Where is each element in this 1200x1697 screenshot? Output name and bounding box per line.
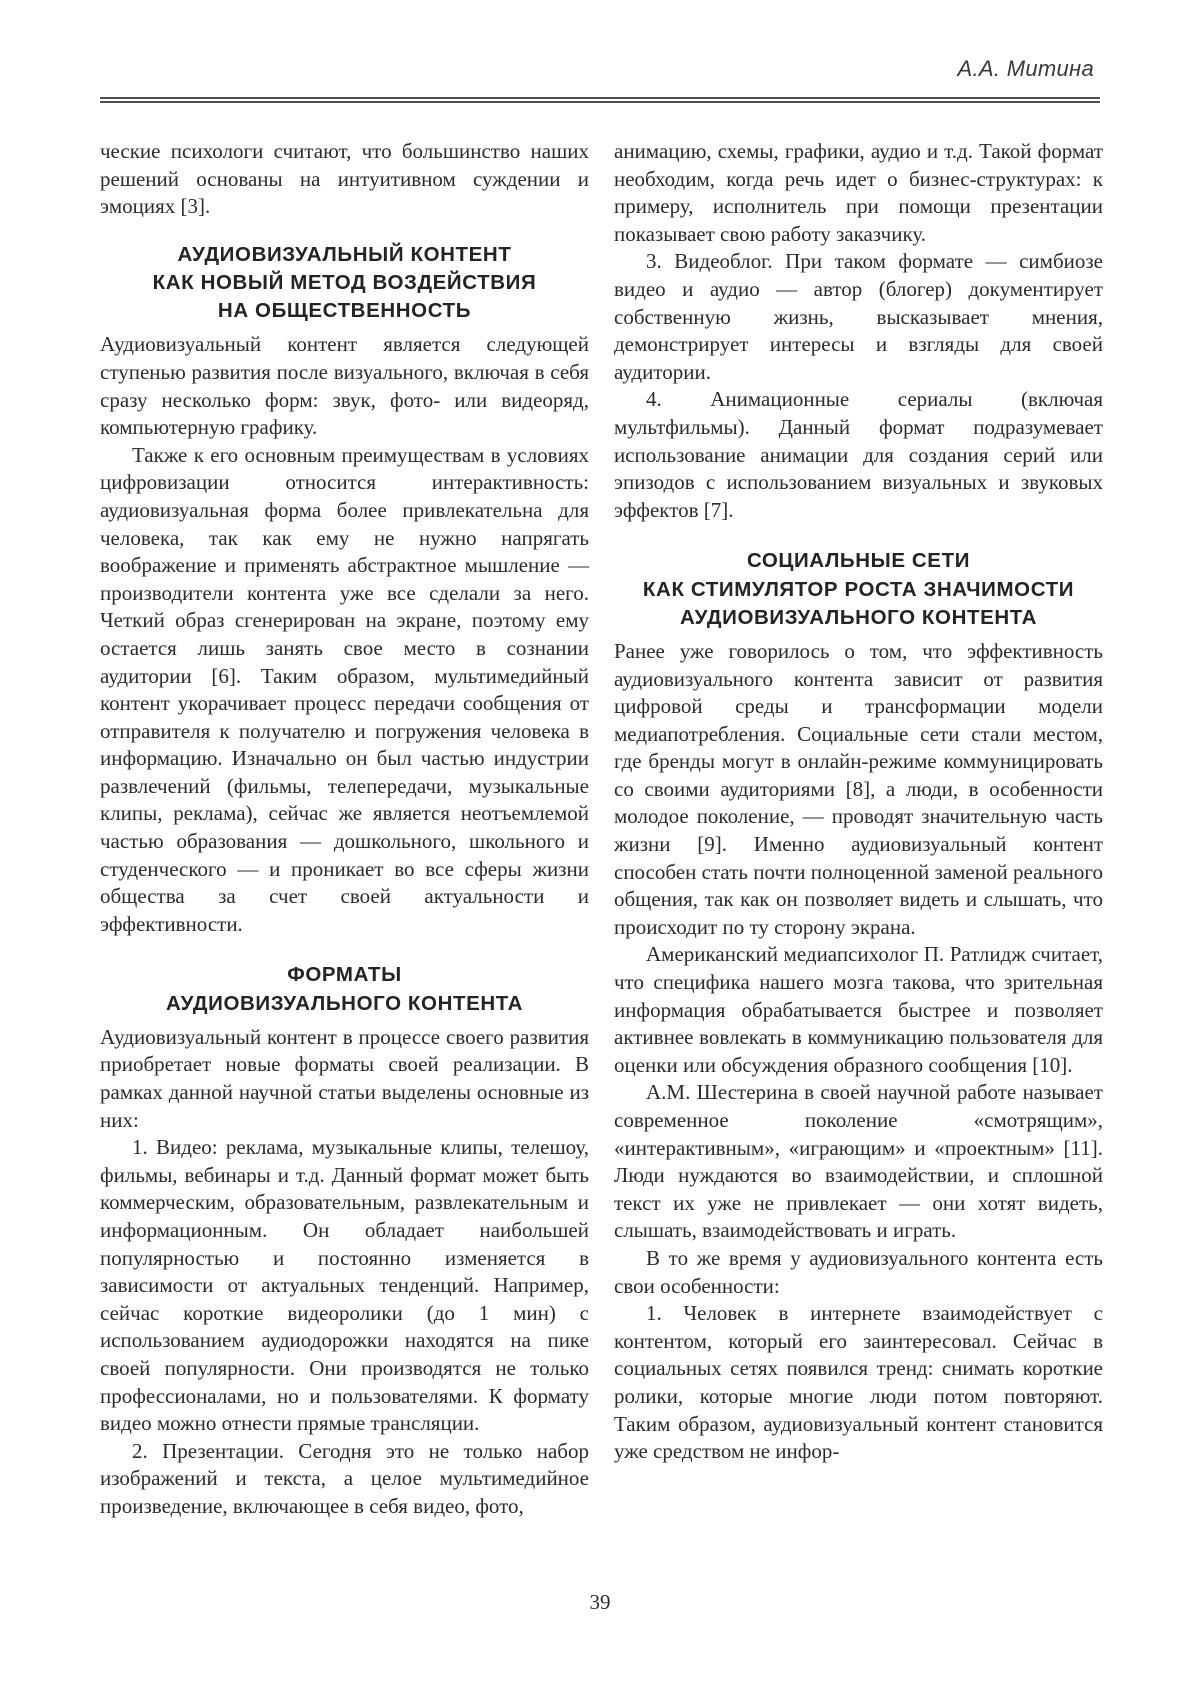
heading-line: КАК СТИМУЛЯТОР РОСТА ЗНАЧИМОСТИ	[642, 577, 1075, 601]
paragraph: Аудиовизуальный контент является следующей ступенью развития после визуального, включая в себя сразу несколько форм: звук, фото- или видеоряд, компьютерную графику.	[100, 332, 589, 440]
heading-line: ФОРМАТЫ	[287, 963, 402, 987]
paragraph-list-item-presentations: 2. Презентации. Сегодня это не только набор изображений и текста, а целое мультимедийное произведение, включающее в себя видео, фото,	[100, 1438, 589, 1518]
paragraph: Ранее уже говорилось о том, что эффективность аудиовизуального контента зависит от развития цифровой среды и трансформации модели медиапотребления. Социальные сети стали местом, где бренды могут в онлайн-режиме коммуницировать со своими аудиториями [8], а люди, в особенности молодое поколение, — проводят значительную часть жизни [9]. Именно аудиовизуальный контент способен стать почти полноценной заменой реального общения, так как он позволяет видеть и слышать, что происходит по ту сторону экрана.	[614, 638, 1103, 939]
heading-line: АУДИОВИЗУАЛЬНЫЙ КОНТЕНТ	[177, 242, 512, 266]
heading-line: АУДИОВИЗУАЛЬНОГО КОНТЕНТА	[165, 991, 524, 1015]
heading-line: СОЦИАЛЬНЫЕ СЕТИ	[746, 549, 971, 573]
paragraph: Американский медиапсихолог П. Ратлидж считает, что специфика нашего мозга такова, что зрительная информация обрабатывается быстрее и позволяет активнее вовлекать в коммуникацию пользователя для оценки или обсуждения образного сообщения [10].	[614, 942, 1103, 1077]
paragraph: Также к его основным преимуществам в условиях цифровизации относится интерактивность: аудиовизуальная форма более привлекательна для человека, так как ему не нужно напрягать воображение и применять абстрактное мышление — производители контента уже все сделали за него. Четкий образ сгенерирован на экране, поэтому ему остается лишь занять свое место в сознании аудитории [6]. Таким образом, мультимедийный контент укорачивает процесс передачи сообщения от отправителя к получателю и погружения человека в информацию. Изначально он был частью индустрии развлечений (фильмы, телепередачи, музыкальные клипы, реклама), сейчас же является неотъемлемой частью образования — дошкольного, школьного и студенческого — и проникает во все сферы жизни общества за счет своей актуальности и эффективности.	[100, 442, 589, 936]
paragraph: А.М. Шестерина в своей научной работе называет современное поколение «смотрящим», «интерактивным», «играющим» и «проектным» [11]. Люди нуждаются во взаимодействии, и сплошной текст их уже не привлекает — они хотят видеть, слышать, взаимодействовать и играть.	[614, 1080, 1103, 1243]
paragraph-list-item-video: 1. Видео: реклама, музыкальные клипы, телешоу, фильмы, вебинары и т.д. Данный формат может быть коммерческим, образовательным, развлекательным и информационным. Он обладает наибольшей популярностью и постоянно изменяется в зависимости от актуальных тенденций. Например, сейчас короткие видеоролики (до 1 мин) с использованием аудиодорожки находятся на пике своей популярности. Они производятся не только профессионалами, но и пользователями. К формату видео можно отнести прямые трансляции.	[100, 1135, 589, 1436]
paragraph-continued: ческие психологи считают, что большинство наших решений основаны на интуитивном суждении и эмоциях [3].	[100, 139, 589, 219]
right-column	[614, 138, 1103, 1521]
page-number: 39	[589, 1590, 611, 1614]
heading-line: КАК НОВЫЙ МЕТОД ВОЗДЕЙСТВИЯ	[152, 270, 537, 294]
article-body	[100, 138, 1103, 1521]
running-head-author: А.А. Митина	[957, 56, 1094, 81]
section-heading-audiovisual-content	[100, 241, 589, 326]
paragraph: В то же время у аудиовизуального контента есть свои особенности:	[614, 1245, 1103, 1298]
section-heading-social-networks	[614, 547, 1103, 632]
section-heading-formats	[100, 961, 589, 1017]
paragraph-list-item-animation: 4. Анимационные сериалы (включая мультфильмы). Данный формат подразумевает использование анимации для создания серий или эпизодов с использованием визуальных и звуковых эффектов [7].	[614, 387, 1103, 522]
paragraph: Аудиовизуальный контент в процессе своего развития приобретает новые форматы своей реализации. В рамках данной научной статьи выделены основные из них:	[100, 1024, 589, 1132]
heading-line: НА ОБЩЕСТВЕННОСТЬ	[217, 299, 472, 323]
header-rule	[100, 97, 1100, 103]
left-column	[100, 138, 589, 1521]
heading-line: АУДИОВИЗУАЛЬНОГО КОНТЕНТА	[679, 605, 1038, 629]
paragraph-list-item-internet-user: 1. Человек в интернете взаимодействует с контентом, который его заинтересовал. Сейчас в социальных сетях появился тренд: снимать короткие ролики, которые многие люди потом повторяют. Таким образом, аудиовизуальный контент становится уже средством не инфор-	[614, 1301, 1103, 1464]
paragraph-list-item-videoblog: 3. Видеоблог. При таком формате — симбиозе видео и аудио — автор (блогер) документирует собственную жизнь, высказывает мнения, демонстрирует интересы и взгляды для своей аудитории.	[614, 249, 1103, 384]
paragraph-continued: анимацию, схемы, графики, аудио и т.д. Такой формат необходим, когда речь идет о бизнес-структурах: к примеру, исполнитель при помощи презентации показывает свою работу заказчику.	[614, 139, 1103, 246]
